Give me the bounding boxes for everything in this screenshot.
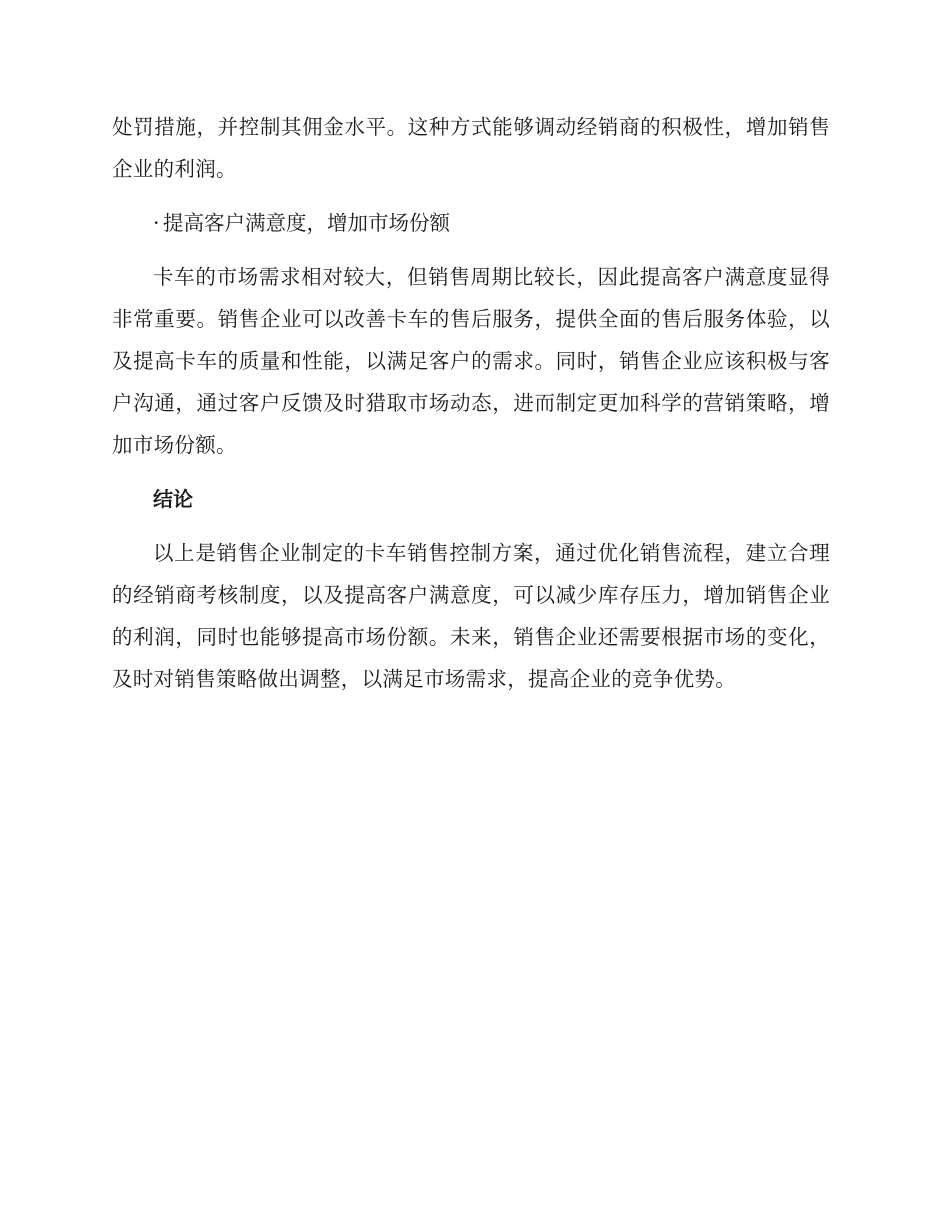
bullet-marker: ·	[153, 211, 160, 235]
paragraph-conclusion: 以上是销售企业制定的卡车销售控制方案，通过优化销售流程，建立合理的经销商考核制度，以及提高客户满意度，可以减少库存压力，增加销售企业的利润，同时也能够提高市场份额。未来，销售企业还需要根据市场的变化，及时对销售策略做出调整，以满足市场需求，提高企业的竞争优势。	[112, 541, 830, 691]
paragraph-continuation: 处罚措施，并控制其佣金水平。这种方式能够调动经销商的积极性，增加销售企业的利润。	[112, 115, 830, 181]
document-page	[112, 106, 830, 700]
conclusion-heading: 结论	[153, 487, 193, 511]
bullet-item-satisfaction	[112, 202, 830, 244]
paragraph-satisfaction: 卡车的市场需求相对较大，但销售周期比较长，因此提高客户满意度显得非常重要。销售企业可以改善卡车的售后服务，提供全面的售后服务体验，以及提高卡车的质量和性能，以满足客户的需求。同时，销售企业应该积极与客户沟通，通过客户反馈及时猎取市场动态，进而制定更加科学的营销策略，增加市场份额。	[112, 265, 830, 457]
bullet-heading: 提高客户满意度，增加市场份额	[163, 211, 450, 235]
